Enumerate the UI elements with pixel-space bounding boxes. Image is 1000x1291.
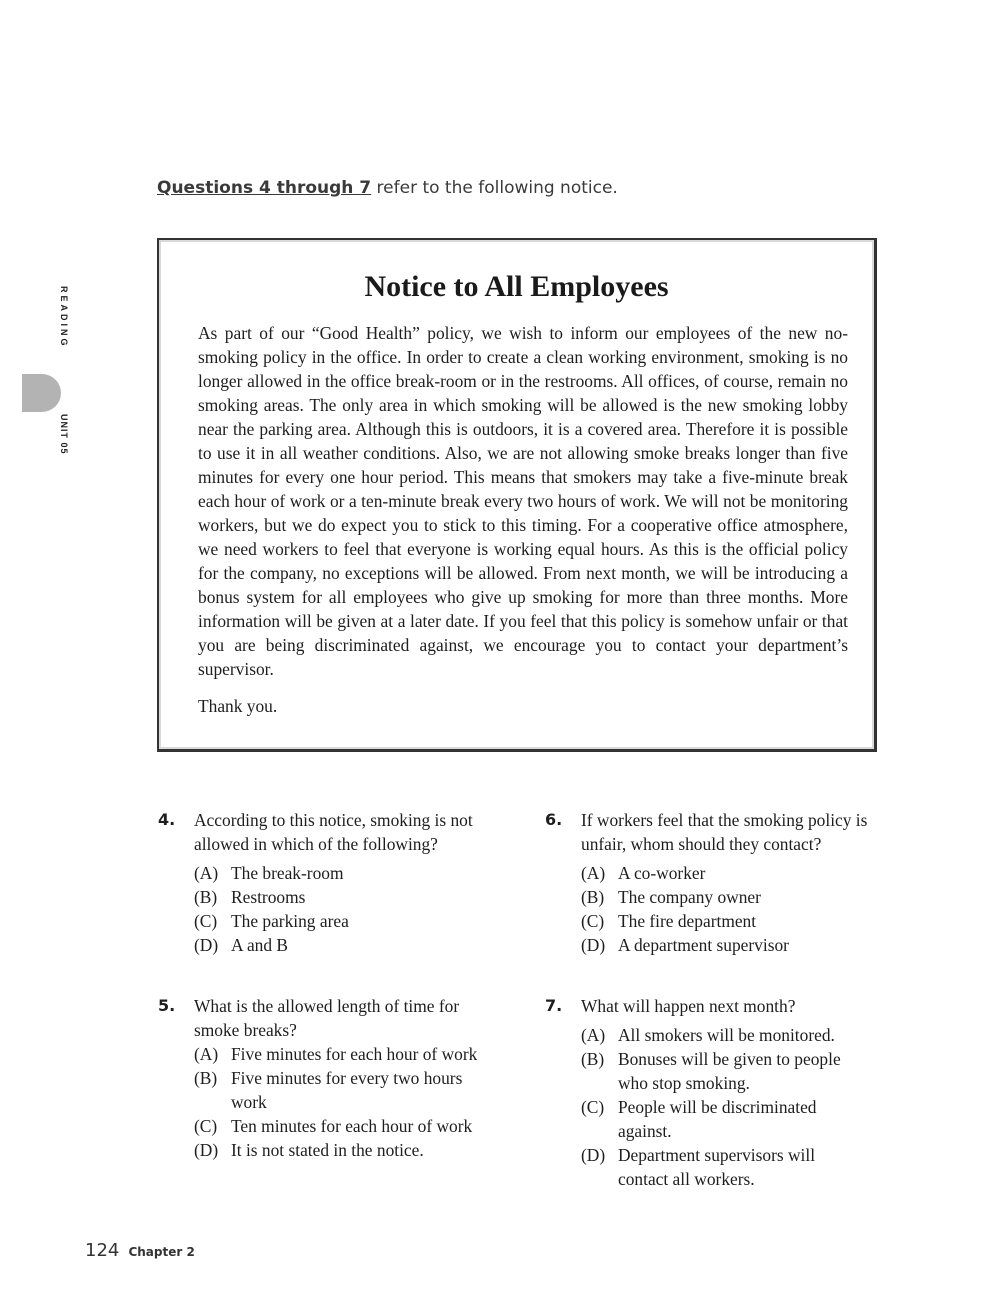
- answer-options: [581, 861, 789, 957]
- option-letter: (A): [581, 863, 606, 883]
- answer-option-a[interactable]: [581, 1023, 870, 1047]
- question-text: If workers feel that the smoking policy is unfair, whom should they contact?: [581, 810, 868, 854]
- answer-option-b[interactable]: [194, 1066, 471, 1114]
- answer-option-d[interactable]: [581, 933, 789, 957]
- option-text: The break-room: [231, 863, 344, 883]
- question-text: What will happen next month?: [581, 996, 796, 1016]
- option-text: Ten minutes for each hour of work: [231, 1116, 473, 1136]
- notice-body: As part of our “Good Health” policy, we wish to inform our employees of the new no-smoking policy in the office. In order to create a clean working environment, smoking is no longer allowed in the office break-room or in the restrooms. All offices, of course, remain no smoking areas. The only area in which smoking will be allowed is the new smoking lobby near the parking area. Although this is outdoors, it is a covered area. Therefore it is possible to use it in all weather conditions. Also, we are not allowing smoke breaks longer than five minutes for every one hour period. This means that smokers may take a five-minute break each hour of work or a ten-minute break every two hours of work. We will not be monitoring workers, but we do expect you to stick to this timing. For a cooperative office atmosphere, we need workers to feel that everyone is working equal hours. As this is the official policy for the company, no exceptions will be allowed. From next month, we will be introducing a bonus system for all employees who give up smoking for more than three months. More information will be given at a later date. If you feel that this policy is somehow unfair or that you are being discriminated against, we encourage you to contact your department’s supervisor.: [198, 323, 848, 679]
- answer-options: [581, 1023, 870, 1191]
- option-text: It is not stated in the notice.: [231, 1140, 424, 1160]
- notice-title: Notice to All Employees: [364, 270, 669, 303]
- answer-option-d[interactable]: [194, 1138, 477, 1162]
- option-letter: (B): [581, 887, 605, 907]
- question-number: 4.: [158, 810, 176, 829]
- option-text: The company owner: [618, 887, 761, 907]
- answer-option-c[interactable]: [194, 1114, 477, 1138]
- option-letter: (C): [581, 1097, 605, 1117]
- questions-reference: Questions 4 through 7: [157, 178, 372, 198]
- answer-option-b[interactable]: [581, 885, 789, 909]
- option-text: A co-worker: [618, 863, 706, 883]
- option-letter: (D): [194, 1140, 219, 1160]
- section-label: READING: [59, 286, 69, 349]
- option-text: Five minutes for every two hours work: [231, 1068, 463, 1112]
- option-letter: (D): [581, 1145, 606, 1165]
- answer-option-c[interactable]: [194, 909, 349, 933]
- answer-option-a[interactable]: [194, 861, 349, 885]
- option-text: Restrooms: [231, 887, 306, 907]
- option-letter: (A): [194, 863, 219, 883]
- option-text: All smokers will be monitored.: [618, 1025, 835, 1045]
- question-number: 7.: [545, 996, 563, 1015]
- answer-option-d[interactable]: [194, 933, 349, 957]
- option-text: Bonuses will be given to people who stop smoking.: [618, 1049, 841, 1093]
- answer-option-d[interactable]: [581, 1143, 863, 1191]
- unit-label: UNIT 05: [59, 414, 69, 455]
- option-letter: (C): [194, 1116, 218, 1136]
- notice-closing: Thank you.: [198, 696, 278, 716]
- chapter-label: Chapter 2: [128, 1245, 195, 1259]
- option-letter: (B): [581, 1049, 605, 1069]
- page-footer: [85, 1240, 195, 1261]
- option-text: A department supervisor: [618, 935, 789, 955]
- option-text: A and B: [231, 935, 289, 955]
- option-letter: (A): [581, 1025, 606, 1045]
- option-letter: (C): [194, 911, 218, 931]
- question-number: 5.: [158, 996, 176, 1015]
- answer-option-c[interactable]: [581, 909, 789, 933]
- option-letter: (D): [581, 935, 606, 955]
- question-text: According to this notice, smoking is not allowed in which of the following?: [194, 810, 473, 854]
- answer-options: [194, 861, 349, 957]
- unit-tab-marker: [22, 374, 61, 412]
- answer-options: [194, 1042, 477, 1162]
- page-number: 124: [85, 1240, 120, 1261]
- option-text: Department supervisors will contact all workers.: [618, 1145, 816, 1189]
- questions-intro-rest: refer to the following notice.: [376, 178, 618, 198]
- option-letter: (B): [194, 1068, 218, 1088]
- answer-option-c[interactable]: [581, 1095, 863, 1143]
- answer-option-a[interactable]: [581, 861, 789, 885]
- option-text: The fire department: [618, 911, 757, 931]
- answer-option-b[interactable]: [194, 885, 349, 909]
- notice-box: [157, 238, 877, 752]
- answer-option-b[interactable]: [581, 1047, 870, 1095]
- option-text: The parking area: [231, 911, 349, 931]
- questions-intro: [157, 178, 618, 198]
- question-text: What is the allowed length of time for smoke breaks?: [194, 996, 460, 1040]
- option-letter: (B): [194, 887, 218, 907]
- option-letter: (D): [194, 935, 219, 955]
- answer-option-a[interactable]: [194, 1042, 477, 1066]
- option-text: Five minutes for each hour of work: [231, 1044, 478, 1064]
- option-letter: (C): [581, 911, 605, 931]
- question-number: 6.: [545, 810, 563, 829]
- option-letter: (A): [194, 1044, 219, 1064]
- option-text: People will be discriminated against.: [618, 1097, 817, 1141]
